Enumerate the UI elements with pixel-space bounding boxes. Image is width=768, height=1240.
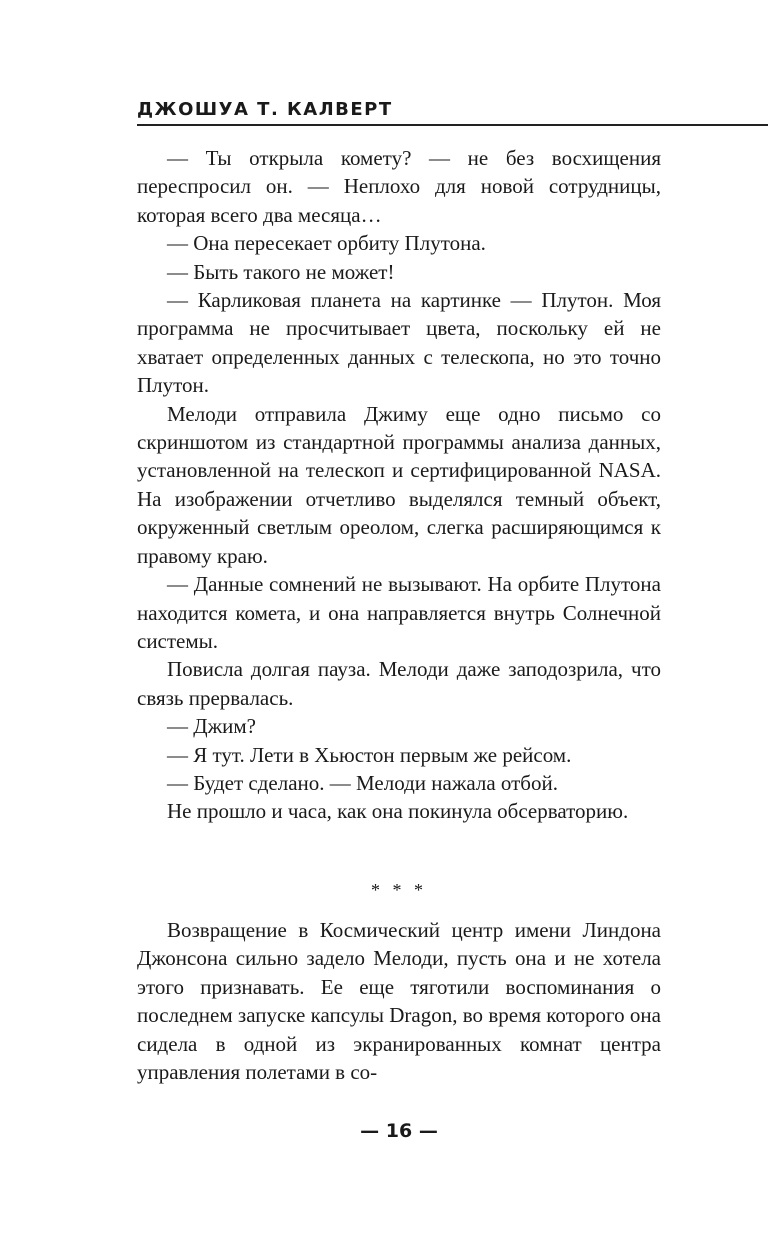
header-rule bbox=[137, 124, 768, 126]
paragraph: — Она пересекает орбиту Плутона. bbox=[167, 231, 486, 256]
paragraph: Возвращение в Космический центр имени Линдона Джонсона сильно задело Мелоди, пусть она и не хотела этого признавать. Ее еще тяготили воспоминания о последнем запуске капсулы Dragon, во время которого она сидела в одной из экранированных комнат центра управления полетами в со- bbox=[137, 918, 661, 1085]
running-head: ДЖОШУА Т. КАЛВЕРТ bbox=[137, 99, 393, 120]
paragraph: — Быть такого не может! bbox=[167, 259, 395, 284]
section-separator: * * * bbox=[371, 880, 427, 900]
page-number: — 16 — bbox=[360, 1120, 438, 1142]
paragraph: — Я тут. Лети в Хьюстон первым же рейсом. bbox=[167, 742, 572, 767]
paragraph: — Будет сделано. — Мелоди нажала отбой. bbox=[167, 770, 558, 795]
paragraph: — Джим? bbox=[167, 714, 256, 739]
paragraph: — Карликовая планета на картинке — Плутон. Моя программа не просчитывает цвета, поскольку ей не хватает определенных данных с телескопа, но это точно Плутон. bbox=[137, 288, 661, 398]
paragraph: Не прошло и часа, как она покинула обсерваторию. bbox=[167, 799, 629, 824]
paragraph: — Данные сомнений не вызывают. На орбите Плутона находится комета, и она направляется внутрь Солнечной системы. bbox=[137, 572, 661, 653]
paragraph: Мелоди отправила Джиму еще одно письмо со скриншотом из стандартной программы анализа данных, установленной на телескоп и сертифицированной NASA. На изображении отчетливо выделялся темный объект, окруженный светлым ореолом, слегка расширяющимся к правому краю. bbox=[137, 401, 661, 568]
paragraph: Повисла долгая пауза. Мелоди даже заподозрила, что связь прервалась. bbox=[137, 657, 661, 710]
body-text bbox=[137, 144, 661, 826]
paragraph: — Ты открыла комету? — не без восхищения переспросил он. — Неплохо для новой сотрудницы, которая всего два месяца… bbox=[137, 146, 661, 227]
body-text-after-break bbox=[137, 916, 661, 1086]
